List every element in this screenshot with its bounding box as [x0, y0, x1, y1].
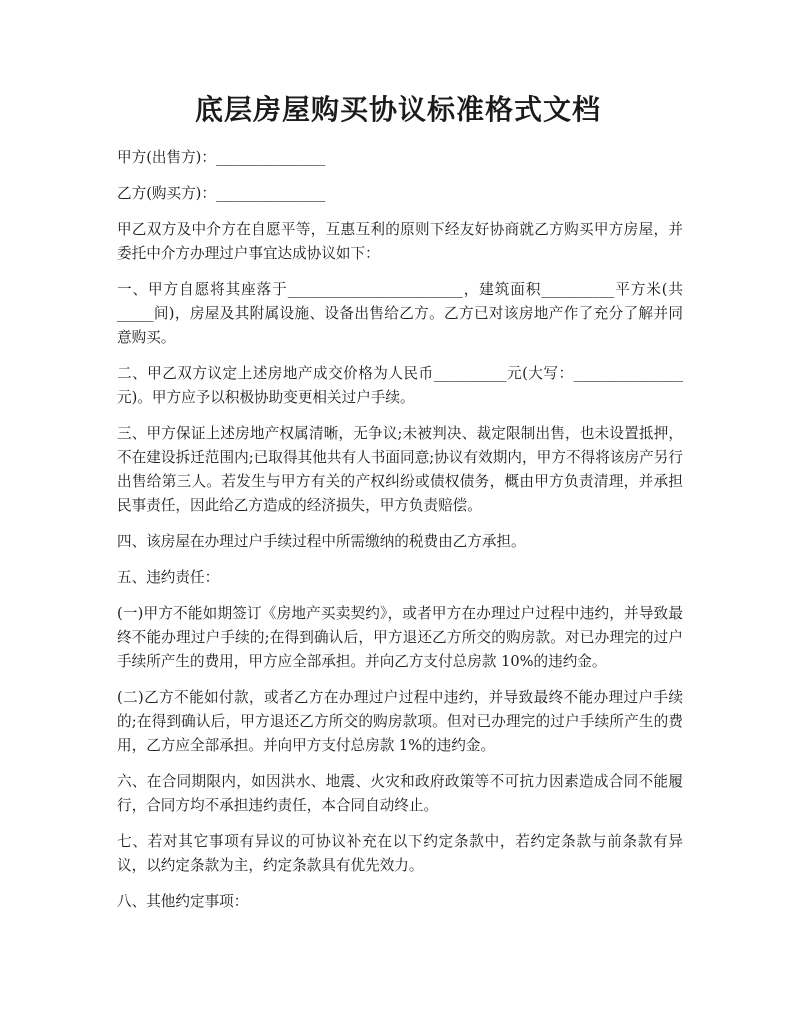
- intro-paragraph: 甲乙双方及中介方在自愿平等，互惠互利的原则下经友好协商就乙方购买甲方房屋，并委托中介方办理过户事宜达成协议如下：: [117, 221, 683, 262]
- clause-7: 七、若对其它事项有异议的可协议补充在以下约定条款中，若约定条款与前条款有异议，以约定条款为主，约定条款具有优先效力。: [117, 833, 683, 874]
- clause-6: 六、在合同期限内，如因洪水、地震、火灾和政府政策等不可抗力因素造成合同不能履行，合同方均不承担违约责任，本合同自动终止。: [117, 773, 683, 814]
- clause-3: 三、甲方保证上述房地产权属清晰，无争议;未被判决、裁定限制出售，也未设置抵押，不在建设拆迁范围内;已取得其他共有人书面同意;协议有效期内，甲方不得将该房产另行出售给第三人。若发生与甲方有关的产权纠纷或债权债务，概由甲方负责清理，并承担民事责任，因此给乙方造成的经济损失，甲方负责赔偿。: [117, 425, 683, 514]
- clause-4: 四、该房屋在办理过户手续过程中所需缴纳的税费由乙方承担。: [117, 533, 526, 550]
- document-body: [117, 146, 683, 926]
- buyer-line: 乙方(购买方)：_______________: [117, 185, 326, 202]
- clause-8: 八、其他约定事项：: [117, 893, 249, 910]
- clause-2: 二、甲乙双方议定上述房地产成交价格为人民币__________元(大写：_______________元)。甲方应予以积极协助变更相关过户手续。: [117, 365, 683, 406]
- clause-5-item-1: (一)甲方不能如期签订《房地产买卖契约》，或者甲方在办理过户过程中违约，并导致最终不能办理过户手续的;在得到确认后，甲方退还乙方所交的购房款。对已办理完的过户手续所产生的费用，甲方应全部承担。并向乙方支付总房款 10%的违约金。: [117, 605, 683, 670]
- seller-line: 甲方(出售方)：_______________: [117, 149, 326, 166]
- document-title: 底层房屋购买协议标准格式文档: [194, 93, 601, 126]
- clause-5-item-2: (二)乙方不能如付款，或者乙方在办理过户过程中违约，并导致最终不能办理过户手续的;在得到确认后，甲方退还乙方所交的购房款项。但对已办理完的过户手续所产生的费用，乙方应全部承担。并向甲方支付总房款 1%的违约金。: [117, 689, 683, 754]
- clause-1: 一、甲方自愿将其座落于________________________，建筑面积__________平方米(共_____间)，房屋及其附属设施、设备出售给乙方。乙方已对该房地产作了充分了解并同意购买。: [117, 281, 683, 346]
- clause-5-heading: 五、违约责任：: [117, 569, 220, 586]
